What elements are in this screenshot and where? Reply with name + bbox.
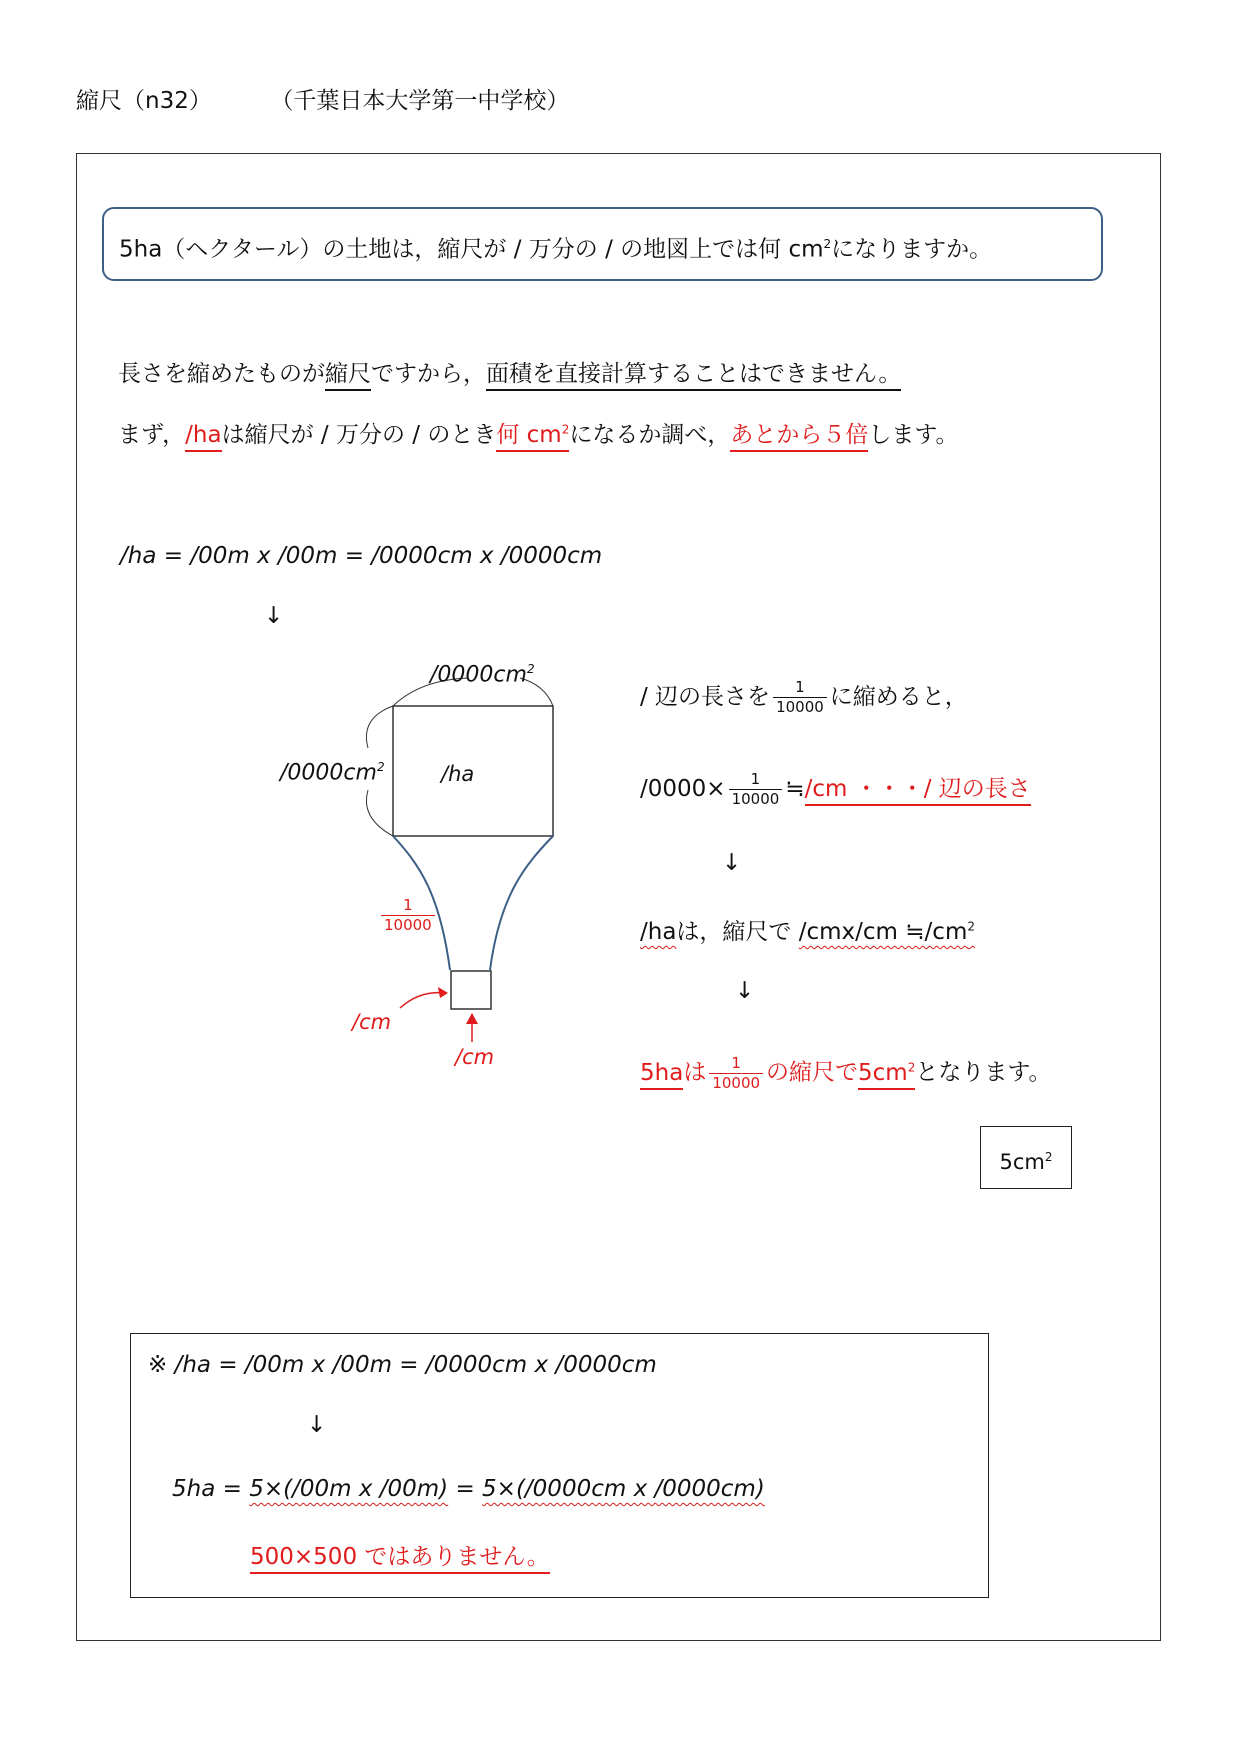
- note-line2-b: 5×(/00m x /00m): [249, 1476, 449, 1502]
- left-brace-bottom: [366, 790, 393, 836]
- answer-box: [980, 1126, 1072, 1189]
- s2-num: 1: [750, 770, 761, 788]
- note-line1-text: /ha = /00m x /00m = /0000cm x /0000cm: [174, 1352, 657, 1378]
- left-red-arrow-head: [438, 987, 448, 998]
- s2-c: /cm ・・・/ 辺の長さ: [805, 776, 1031, 806]
- exp2-f: あとから５倍: [730, 422, 868, 452]
- answer-sup: 2: [1044, 1150, 1053, 1164]
- note-line2-c: =: [448, 1476, 483, 1502]
- s2-b: ≒: [785, 776, 805, 802]
- right-step-2: [640, 766, 1031, 812]
- s3-c-wrap: [799, 919, 975, 945]
- diagram-top-label: [430, 662, 535, 687]
- top-label-text: /0000cm: [430, 662, 527, 688]
- arrow-down-icon: ↓: [307, 1412, 327, 1438]
- s1-b: に縮めると，: [829, 684, 968, 710]
- exp2-c: は縮尺が / 万分の / のとき: [221, 422, 497, 448]
- right-step-3: [640, 913, 975, 946]
- small-bottom-label: /cm: [455, 1045, 495, 1069]
- note-line2-a: 5ha =: [172, 1476, 250, 1502]
- s2-a: /0000×: [640, 776, 726, 802]
- big-square-label: /ha: [441, 762, 475, 786]
- left-label-sup: 2: [376, 760, 385, 774]
- left-red-arrow: [400, 993, 445, 1008]
- s3-c-sup: 2: [967, 919, 975, 934]
- exp1-a: 長さを縮めたものが: [118, 361, 325, 387]
- small-square: [451, 971, 491, 1009]
- note-line-2: [172, 1476, 765, 1502]
- s4-d-wrap: [858, 1060, 915, 1090]
- s1-a: / 辺の長さを: [640, 684, 771, 710]
- exp2-d: 何 cm: [496, 422, 562, 448]
- exp2-e: になるか調べ，: [569, 422, 731, 448]
- note-line-3: [250, 1538, 550, 1571]
- right-curve: [490, 836, 553, 970]
- note-line3-text: 500×500 ではありません。: [250, 1544, 550, 1574]
- s4-c: の縮尺で: [766, 1059, 859, 1086]
- right-step-4: [640, 1044, 1052, 1096]
- question-post: になりますか。: [831, 236, 993, 263]
- s4-b: は: [683, 1059, 707, 1086]
- left-brace-top: [366, 706, 393, 748]
- s4-num: 1: [731, 1053, 741, 1072]
- s4-den: 10000: [709, 1073, 763, 1093]
- s2-den: 10000: [729, 789, 783, 809]
- arrow-down-icon: ↓: [735, 978, 755, 1004]
- arrow-down-icon: ↓: [722, 850, 742, 876]
- s4-e: となります。: [915, 1059, 1052, 1086]
- note-line2-d: 5×(/0000cm x /0000cm): [482, 1476, 765, 1502]
- s4-a: 5ha: [640, 1060, 683, 1090]
- s3-b: は，縮尺で: [676, 919, 792, 945]
- s1-num: 1: [795, 678, 805, 696]
- right-step-1: [640, 674, 968, 720]
- answer-value: 5cm: [999, 1150, 1045, 1174]
- exp1-b: 縮尺: [325, 361, 371, 391]
- diagram-frac-num: 1: [403, 896, 413, 914]
- small-left-label: /cm: [352, 1010, 392, 1034]
- question-sup: 2: [823, 237, 832, 251]
- diagram-left-label: [280, 760, 385, 785]
- exp2-d-sup: 2: [561, 422, 570, 437]
- exp1-c: ですから，: [371, 361, 486, 387]
- title-text: 縮尺（n32）: [76, 88, 212, 114]
- diagram-frac-den: 10000: [381, 915, 435, 935]
- exp1-d: 面積を直接計算することはできません。: [486, 361, 901, 391]
- note-line-1: [148, 1352, 657, 1378]
- note-mark: ※: [148, 1352, 168, 1378]
- exp2-g: します。: [868, 422, 959, 448]
- school-name: （千葉日本大学第一中学校）: [281, 88, 570, 114]
- s4-d: 5cm: [858, 1059, 908, 1086]
- question-pre: 5ha（ヘクタール）の土地は，縮尺が / 万分の / の地図上では何 cm: [119, 236, 824, 263]
- s3-c: /cmx/cm ≒/cm: [798, 919, 968, 945]
- bottom-red-arrow-head: [466, 1013, 478, 1024]
- arrow-down-icon: ↓: [264, 603, 284, 629]
- diagram-fraction: [378, 896, 438, 935]
- top-label-sup: 2: [526, 662, 535, 676]
- s1-den: 10000: [773, 697, 827, 717]
- exp2-b: /ha: [185, 422, 221, 452]
- s4-d-sup: 2: [907, 1060, 916, 1074]
- s3-a: /ha: [640, 919, 677, 945]
- exp2-a: まず，: [118, 422, 186, 448]
- equation-1: /ha = /00m x /00m = /0000cm x /0000cm: [120, 543, 603, 569]
- left-label-text: /0000cm: [280, 760, 377, 786]
